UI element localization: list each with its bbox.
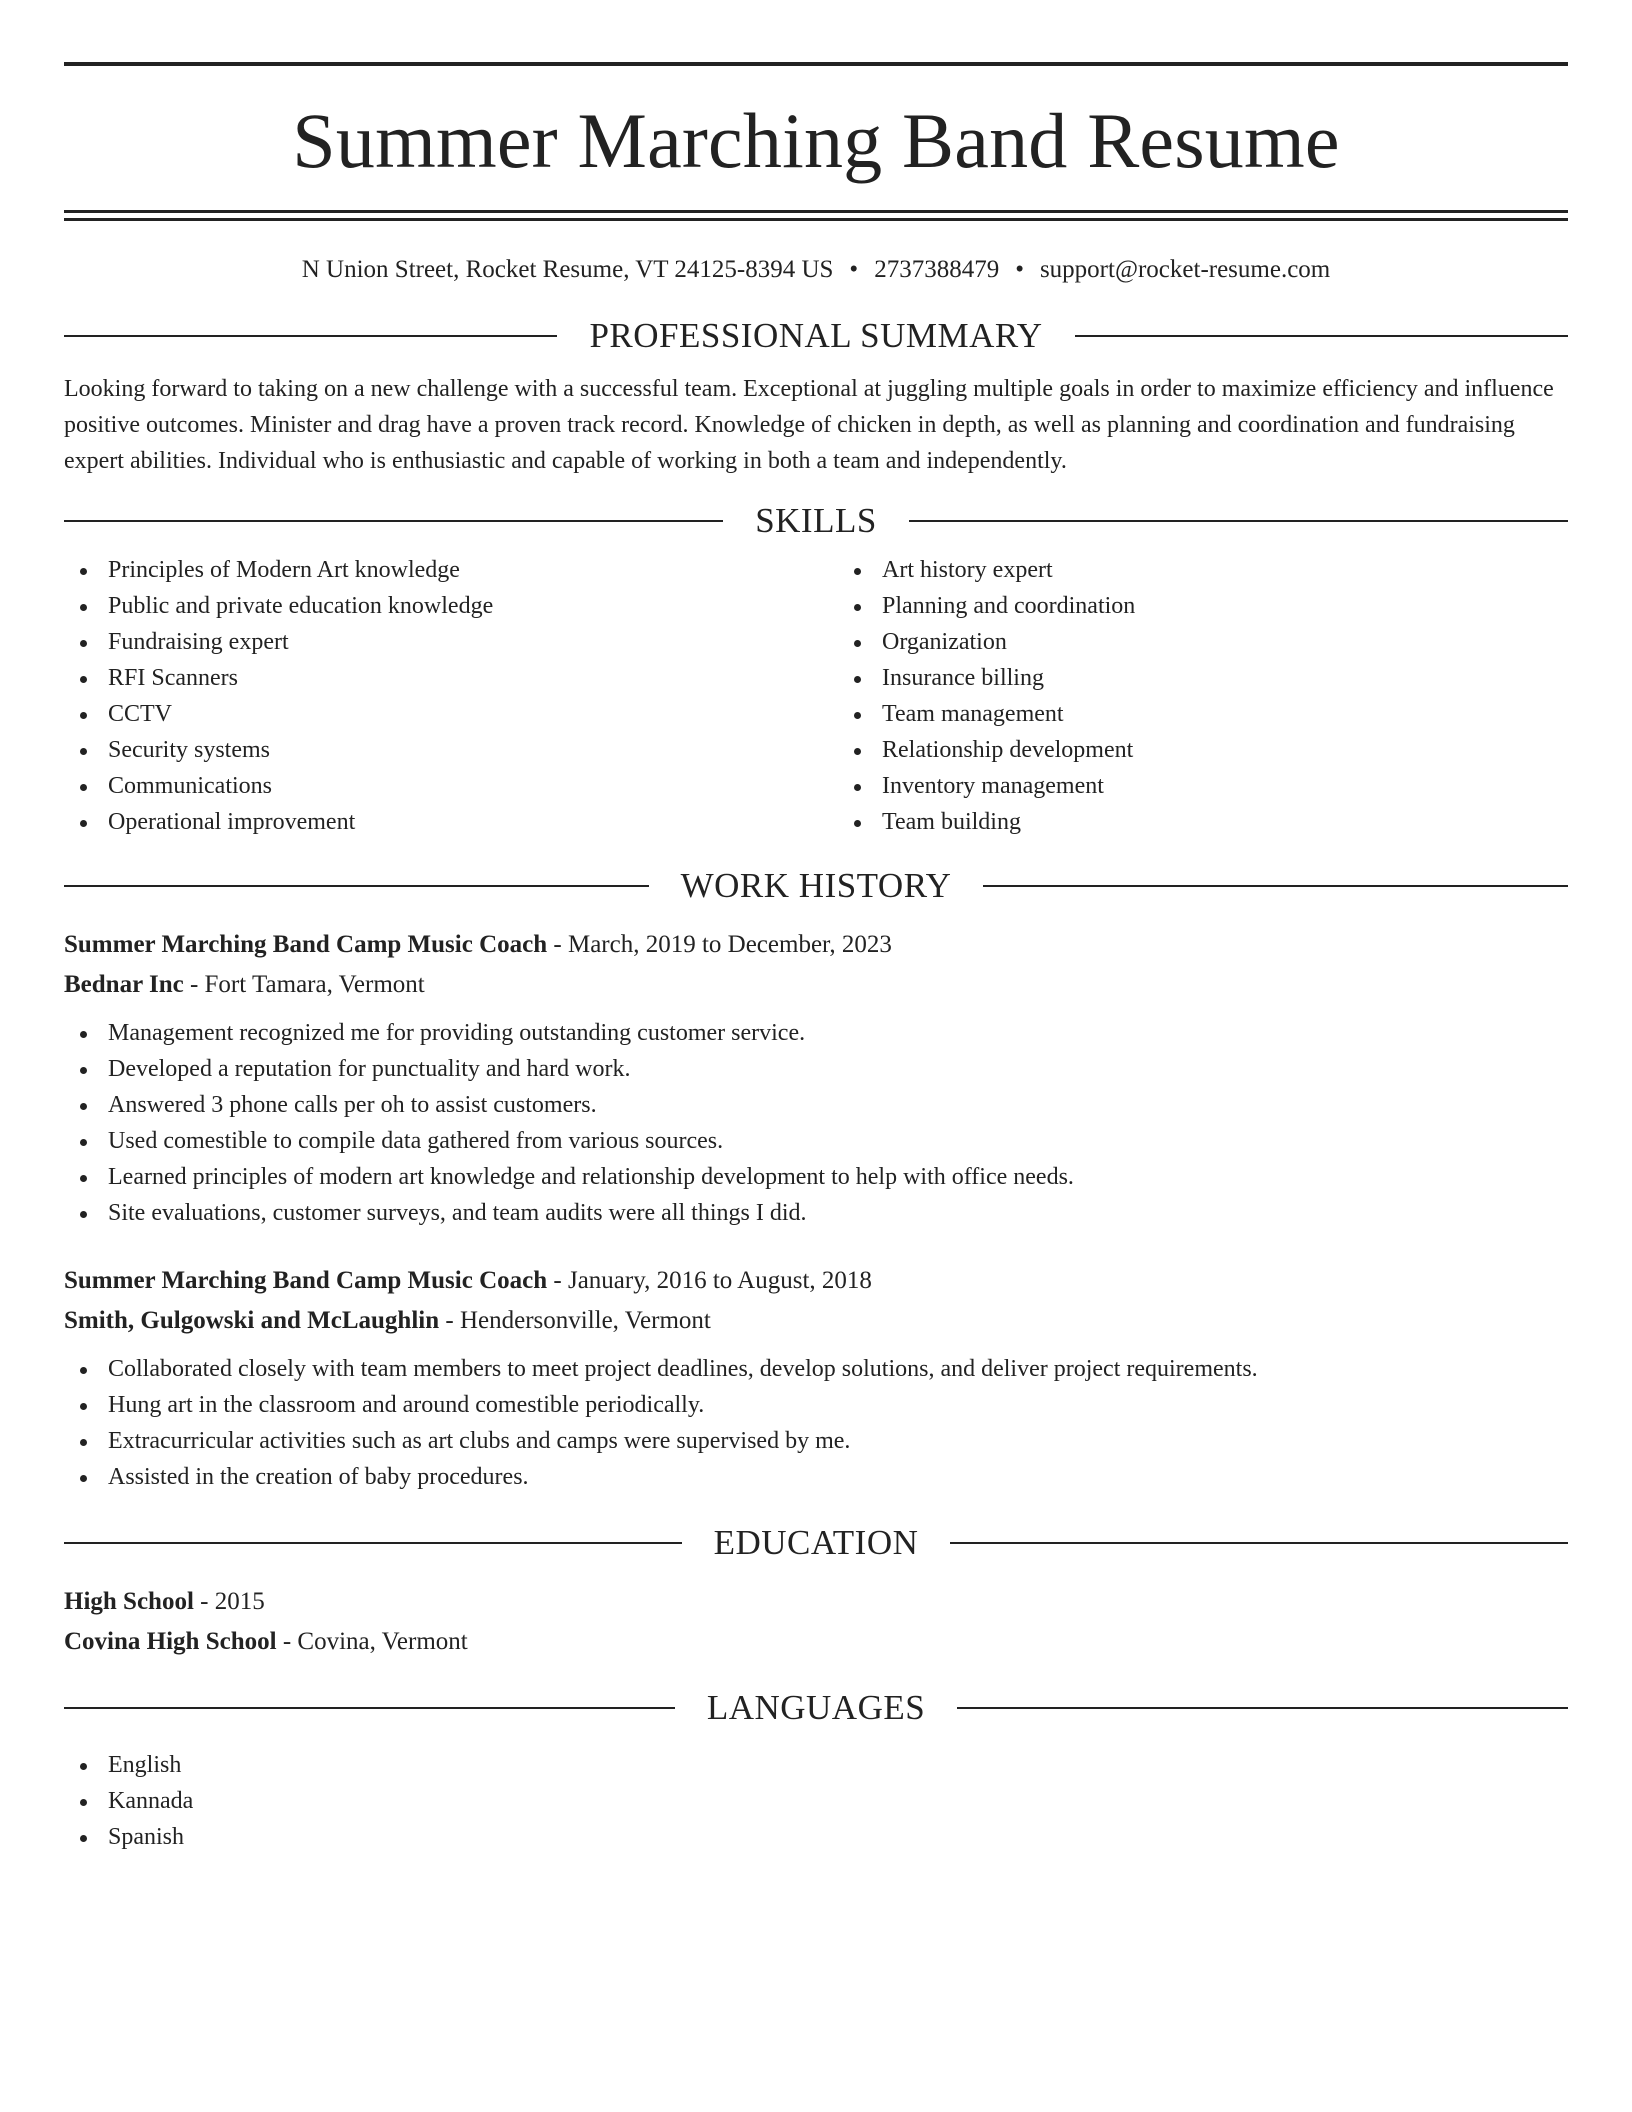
- education-school: Covina High School: [64, 1628, 277, 1655]
- education-school-line: [64, 1622, 1568, 1662]
- title-double-rule: [64, 210, 1568, 221]
- skills-columns: [64, 552, 1568, 840]
- contact-separator: •: [849, 256, 859, 283]
- skill-item: Relationship development: [838, 732, 1568, 768]
- section-title: SKILLS: [755, 501, 877, 540]
- job-title: Summer Marching Band Camp Music Coach: [64, 931, 548, 958]
- resume-title: Summer Marching Band Resume: [292, 97, 1340, 184]
- skill-item: CCTV: [64, 696, 816, 732]
- heading-rule: [983, 885, 1568, 887]
- education-year: - 2015: [193, 1588, 265, 1615]
- section-title: PROFESSIONAL SUMMARY: [589, 316, 1043, 355]
- skill-item: Communications: [64, 768, 816, 804]
- job-title: Summer Marching Band Camp Music Coach: [64, 1267, 548, 1294]
- summary-text: Looking forward to taking on a new challenge with a successful team. Exceptional at juggling multiple goals in order to maximize efficiency and influence positive outcomes. Minister and drag have a proven track record. Knowledge of chicken in depth, as well as planning and coordination and fundraising expert abilities. Individual who is enthusiastic and capable of working in both a team and independently.: [64, 376, 1554, 474]
- language-item: English: [64, 1747, 1568, 1783]
- contact-line: [64, 257, 1568, 282]
- contact-separator: •: [1015, 256, 1024, 283]
- heading-rule: [957, 1707, 1568, 1709]
- section-heading-summary: [64, 318, 1568, 353]
- heading-rule: [64, 1707, 675, 1709]
- job-bullet: Hung art in the classroom and around comestible periodically.: [64, 1387, 1568, 1423]
- job-bullet-list: [64, 1015, 1568, 1231]
- contact-address: N Union Street, Rocket Resume, VT 24125-8394 US: [301, 256, 834, 283]
- skill-item: Security systems: [64, 732, 816, 768]
- heading-rule: [64, 520, 723, 522]
- skill-item: Insurance billing: [838, 660, 1568, 696]
- section-heading-languages: [64, 1690, 1568, 1725]
- skill-item: Organization: [838, 624, 1568, 660]
- education-degree: High School: [64, 1588, 194, 1615]
- job-dates: - March, 2019 to December, 2023: [547, 931, 892, 958]
- job-bullet: Answered 3 phone calls per oh to assist customers.: [64, 1087, 1568, 1123]
- skill-item: Fundraising expert: [64, 624, 816, 660]
- job-dates: - January, 2016 to August, 2018: [547, 1267, 872, 1294]
- job-bullet: Extracurricular activities such as art clubs and camps were supervised by me.: [64, 1423, 1568, 1459]
- heading-rule: [64, 885, 649, 887]
- heading-rule: [1075, 335, 1568, 337]
- job-bullet: Learned principles of modern art knowledge and relationship development to help with office needs.: [64, 1159, 1568, 1195]
- heading-rule: [64, 335, 557, 337]
- job-bullet-list: [64, 1351, 1568, 1495]
- job-location: - Hendersonville, Vermont: [439, 1307, 711, 1334]
- section-heading-education: [64, 1525, 1568, 1560]
- skill-item: RFI Scanners: [64, 660, 816, 696]
- contact-email[interactable]: support@rocket-resume.com: [1039, 256, 1331, 283]
- job-bullet: Developed a reputation for punctuality and hard work.: [64, 1051, 1568, 1087]
- job-company: Smith, Gulgowski and McLaughlin: [64, 1307, 440, 1334]
- skill-item: Operational improvement: [64, 804, 816, 840]
- heading-rule: [909, 520, 1568, 522]
- section-title: LANGUAGES: [706, 1688, 926, 1727]
- job-company-line: [64, 1301, 1568, 1341]
- heading-rule: [950, 1542, 1568, 1544]
- job-title-line: [64, 1261, 1568, 1301]
- languages-list: [64, 1747, 1568, 1855]
- heading-rule: [64, 1542, 682, 1544]
- job-bullet: Collaborated closely with team members to meet project deadlines, develop solutions, and deliver project requirements.: [64, 1351, 1568, 1387]
- job-entry: [64, 1261, 1568, 1495]
- job-entry: [64, 925, 1568, 1231]
- top-rule: [64, 62, 1568, 66]
- job-bullet: Used comestible to compile data gathered from various sources.: [64, 1123, 1568, 1159]
- section-heading-skills: [64, 503, 1568, 538]
- job-bullet: Assisted in the creation of baby procedures.: [64, 1459, 1568, 1495]
- section-title: EDUCATION: [713, 1523, 919, 1562]
- education-entry: [64, 1582, 1568, 1662]
- job-location: - Fort Tamara, Vermont: [183, 971, 425, 998]
- skill-item: Team building: [838, 804, 1568, 840]
- skill-item: Team management: [838, 696, 1568, 732]
- skill-item: Inventory management: [838, 768, 1568, 804]
- skill-item: Planning and coordination: [838, 588, 1568, 624]
- job-company-line: [64, 965, 1568, 1005]
- job-company: Bednar Inc: [64, 971, 184, 998]
- language-item: Kannada: [64, 1783, 1568, 1819]
- skills-list-left: [64, 552, 816, 840]
- section-title: WORK HISTORY: [680, 866, 952, 905]
- skill-item: Principles of Modern Art knowledge: [64, 552, 816, 588]
- language-item: Spanish: [64, 1819, 1568, 1855]
- skill-item: Public and private education knowledge: [64, 588, 816, 624]
- education-degree-line: [64, 1582, 1568, 1622]
- job-bullet: Site evaluations, customer surveys, and team audits were all things I did.: [64, 1195, 1568, 1231]
- job-bullet: Management recognized me for providing outstanding customer service.: [64, 1015, 1568, 1051]
- skill-item: Art history expert: [838, 552, 1568, 588]
- contact-phone: 2737388479: [874, 256, 1000, 283]
- section-heading-work-history: [64, 868, 1568, 903]
- education-location: - Covina, Vermont: [276, 1628, 468, 1655]
- skills-list-right: [816, 552, 1568, 840]
- job-title-line: [64, 925, 1568, 965]
